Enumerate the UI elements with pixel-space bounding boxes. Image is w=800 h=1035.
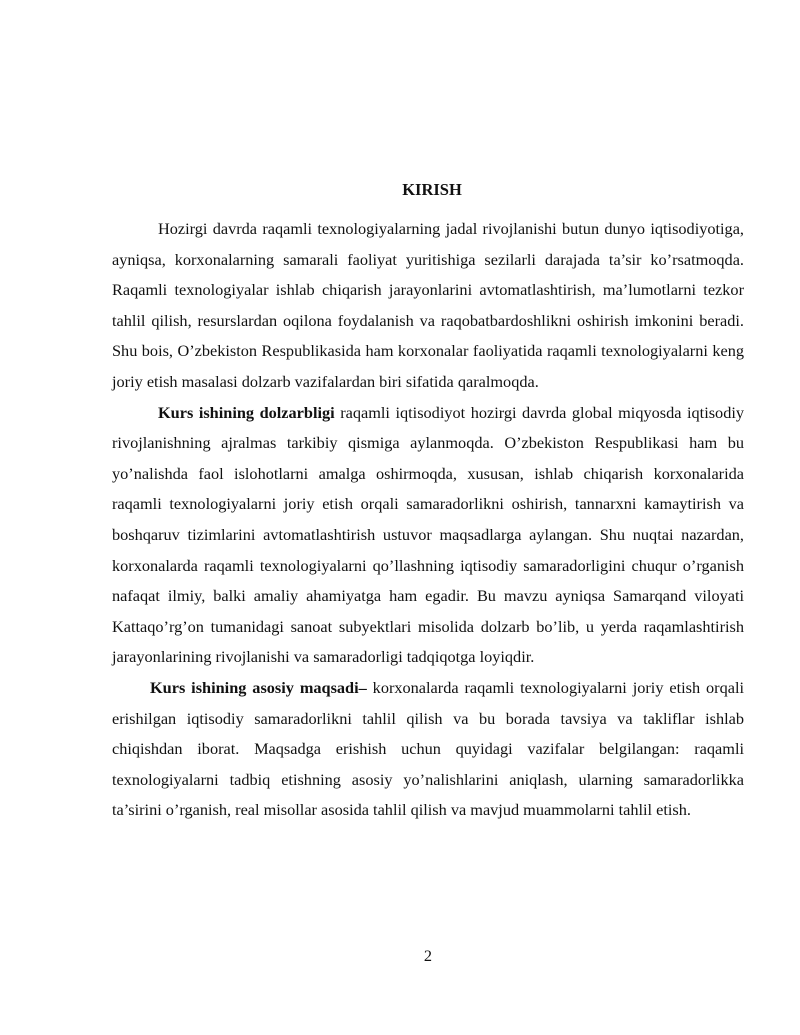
paragraph-goal-text: korxonalarda raqamli texnologiyalarni joriy etish orqali erishilgan iqtisodiy samaradorlikni tahlil qilish va bu borada tavsiya va takliflar ishlab chiqishdan iborat. Maqsadga erishish uchun quyidagi vazifalar belgilangan: raqamli texnologiyalarni tadbiq etishning asosiy yo’nalishlarini aniqlash, ularning samaradorlikka ta’sirini o’rganish, real misollar asosida tahlil qilish va mavjud muammolarni tahlil etish. bbox=[112, 677, 744, 820]
section-title: KIRISH bbox=[402, 180, 462, 199]
paragraph-goal-lead: Kurs ishining asosiy maqsadi– bbox=[150, 677, 367, 697]
paragraph-intro bbox=[112, 214, 744, 398]
paragraph-intro-text: Hozirgi davrda raqamli texnologiyalarning jadal rivojlanishi butun dunyo iqtisodiyotiga, ayniqsa, korxonalarning samarali faoliyat yuritishiga sezilarli darajada ta’sir ko’rsatmoqda. Raqamli texnologiyalar ishlab chiqarish jarayonlarini avtomatlashtirish, ma’lumotlarni tezkor tahlil qilish, resurslardan oqilona foydalanish va raqobatbardoshlikni oshirish imkonini beradi. Shu bois, O’zbekiston Respublikasida ham korxonalar faoliyatida raqamli texnologiyalarni keng joriy etish masalasi dolzarb vazifalardan biri sifatida qaralmoqda. bbox=[112, 219, 744, 391]
paragraph-goal bbox=[112, 673, 744, 826]
document-page bbox=[112, 180, 744, 826]
paragraph-relevance-text: raqamli iqtisodiyot hozirgi davrda global miqyosda iqtisodiy rivojlanishning ajralmas tarkibiy qismiga aylanmoqda. O’zbekiston Respublikasi ham bu yo’nalishda faol islohotlarni amalga oshirmoqda, xususan, ishlab chiqarish korxonalarida raqamli texnologiyalarni joriy etish orqali samaradorlikni oshirish, tannarxni kamaytirish va boshqaruv tizimlarini avtomatlashtirish ustuvor maqsadlarga aylangan. Shu nuqtai nazardan, korxonalarda raqamli texnologiyalarni qo’llashning iqtisodiy samaradorligini chuqur o’rganish nafaqat ilmiy, balki amaliy ahamiyatga ham egadir. Bu mavzu ayniqsa Samarqand viloyati Kattaqo’rg’on tumanidagi sanoat subyektlari misolida dolzarb bo’lib, u yerda raqamlashtirish jarayonlarining rivojlanishi va samaradorligi tadqiqotga loyiqdir. bbox=[112, 402, 744, 667]
page-number: 2 bbox=[423, 946, 433, 965]
paragraph-relevance bbox=[112, 398, 744, 673]
paragraph-relevance-lead: Kurs ishining dolzarbligi bbox=[158, 402, 335, 422]
